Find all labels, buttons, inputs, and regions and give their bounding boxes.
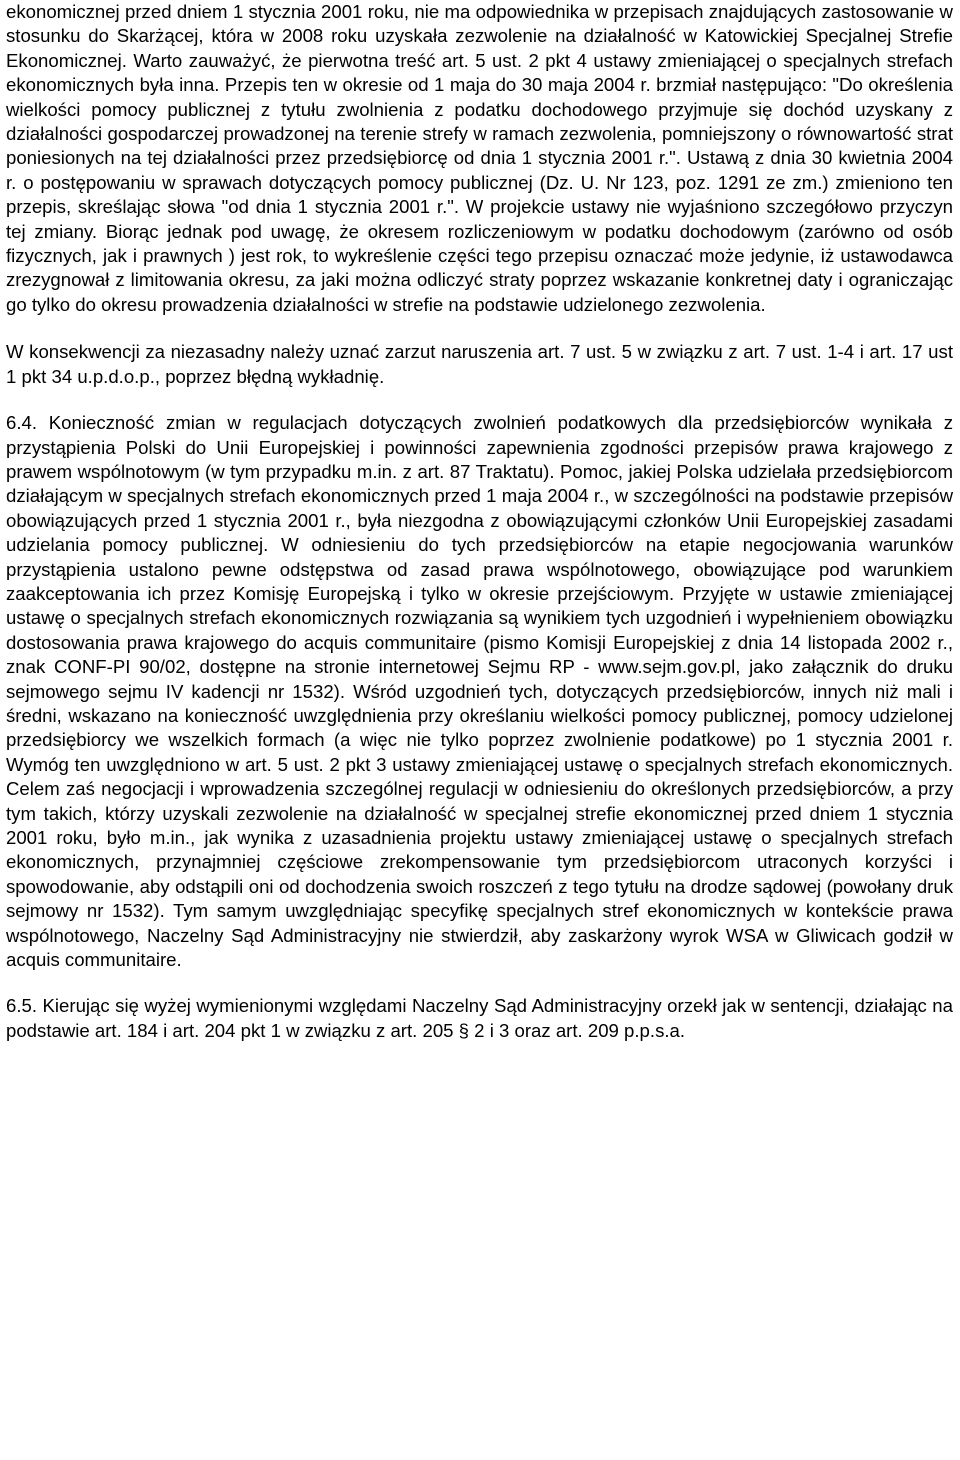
paragraph-continuation: ekonomicznej przed dniem 1 stycznia 2001 roku, nie ma odpowiednika w przepisach znajdujących zastosowanie w stosunku do Skarżącej, która w 2008 roku uzyskała zezwolenie na działalność w Katowickiej Specjalnej Strefie Ekonomicznej. Warto zauważyć, że pierwotna treść art. 5 ust. 2 pkt 4 ustawy zmieniającej o specjalnych strefach ekonomicznych była inna. Przepis ten w okresie od 1 maja do 30 maja 2004 r. brzmiał następująco: "Do określenia wielkości pomocy publicznej z tytułu zwolnienia z podatku dochodowego przyjmuje się dochód uzyskany z działalności gospodarczej prowadzonej na terenie strefy w ramach zezwolenia, pomniejszony o równowartość strat poniesionych na tej działalności przez przedsiębiorcę od dnia 1 stycznia 2001 r.". Ustawą z dnia 30 kwietnia 2004 r. o postępowaniu w sprawach dotyczących pomocy publicznej (Dz. U. Nr 123, poz. 1291 ze zm.) zmieniono ten przepis, skreślając słowa "od dnia 1 stycznia 2001 r.". W projekcie ustawy nie wyjaśniono szczegółowo przyczyn tej zmiany. Biorąc jednak pod uwagę, że okresem rozliczeniowym w podatku dochodowym (zarówno od osób fizycznych, jak i prawnych ) jest rok, to wykreślenie części tego przepisu oznaczać może jedynie, iż ustawodawca zrezygnował z limitowania okresu, za jaki można odliczyć straty poprzez wskazanie konkretnej daty i ograniczając go tylko do okresu prowadzenia działalności w strefie na podstawie udzielonego zezwolenia. xyxy=(6,1,953,315)
paragraph-section-6-5: 6.5. Kierując się wyżej wymienionymi względami Naczelny Sąd Administracyjny orzekł jak w sentencji, działając na podstawie art. 184 i art. 204 pkt 1 w związku z art. 205 § 2 i 3 oraz art. 209 p.p.s.a. xyxy=(6,995,953,1041)
paragraph-spacer xyxy=(6,972,953,994)
paragraph-conclusion: W konsekwencji za niezasadny należy uznać zarzut naruszenia art. 7 ust. 5 w związku z art. 7 ust. 1-4 i art. 17 ust 1 pkt 34 u.p.d.o.p., poprzez błędną wykładnię. xyxy=(6,341,953,387)
paragraph-section-6-4: 6.4. Konieczność zmian w regulacjach dotyczących zwolnień podatkowych dla przedsiębiorców wynikała z przystąpienia Polski do Unii Europejskiej i powinności zapewnienia zgodności przepisów prawa krajowego z prawem wspólnotowym (w tym przypadku m.in. z art. 87 Traktatu). Pomoc, jakiej Polska udzielała przedsiębiorcom działającym w specjalnych strefach ekonomicznych przed 1 maja 2004 r., w szczególności na podstawie przepisów obowiązujących przed 1 stycznia 2001 r., była niezgodna z obowiązującymi członków Unii Europejskiej zasadami udzielania pomocy publicznej. W odniesieniu do tych przedsiębiorców na etapie negocjowania warunków przystąpienia ustalono pewne odstępstwa od zasad prawa wspólnotowego, obowiązujące pod warunkiem zaakceptowania ich przez Komisję Europejską i tylko w okresie przejściowym. Przyjęte w ustawie zmieniającej ustawę o specjalnych strefach ekonomicznych rozwiązania są wynikiem tych uzgodnień i wypełnieniem obowiązku dostosowania prawa krajowego do acquis communitaire (pismo Komisji Europejskiej z dnia 14 listopada 2002 r., znak CONF-PI 90/02, dostępne na stronie internetowej Sejmu RP - www.sejm.gov.pl, jako załącznik do druku sejmowego sejmu IV kadencji nr 1532). Wśród uzgodnień tych, dotyczących przedsiębiorców, innych niż mali i średni, wskazano na konieczność uwzględnienia przy określaniu wielkości pomocy publicznej, pomocy udzielonej przedsiębiorcy we wszelkich formach (a więc nie tylko poprzez zwolnienie podatkowe) po 1 stycznia 2001 r. Wymóg ten uwzględniono w art. 5 ust. 2 pkt 3 ustawy zmieniającej ustawę o specjalnych strefach ekonomicznych. Celem zaś negocjacji i wprowadzenia szczególnej regulacji w odniesieniu do określonych przedsiębiorców, a przy tym takich, którzy uzyskali zezwolenie na działalność w specjalnej strefie ekonomicznej przed dniem 1 stycznia 2001 roku, było m.in., jak wynika z uzasadnienia projektu ustawy zmieniającej ustawę o specjalnych strefach ekonomicznych, przynajmniej częściowe zrekompensowanie tym przedsiębiorcom utraconych korzyści i spowodowanie, aby odstąpili oni od dochodzenia swoich roszczeń z tego tytułu na drodze sądowej (powołany druk sejmowy nr 1532). Tym samym uwzględniając specyfikę specjalnych stref ekonomicznych w kontekście prawa wspólnotowego, Naczelny Sąd Administracyjny nie stwierdził, aby zaskarżony wyrok WSA w Gliwicach godził w acquis communitaire. xyxy=(6,412,953,971)
paragraph-spacer xyxy=(6,389,953,411)
paragraph-spacer xyxy=(6,317,953,340)
